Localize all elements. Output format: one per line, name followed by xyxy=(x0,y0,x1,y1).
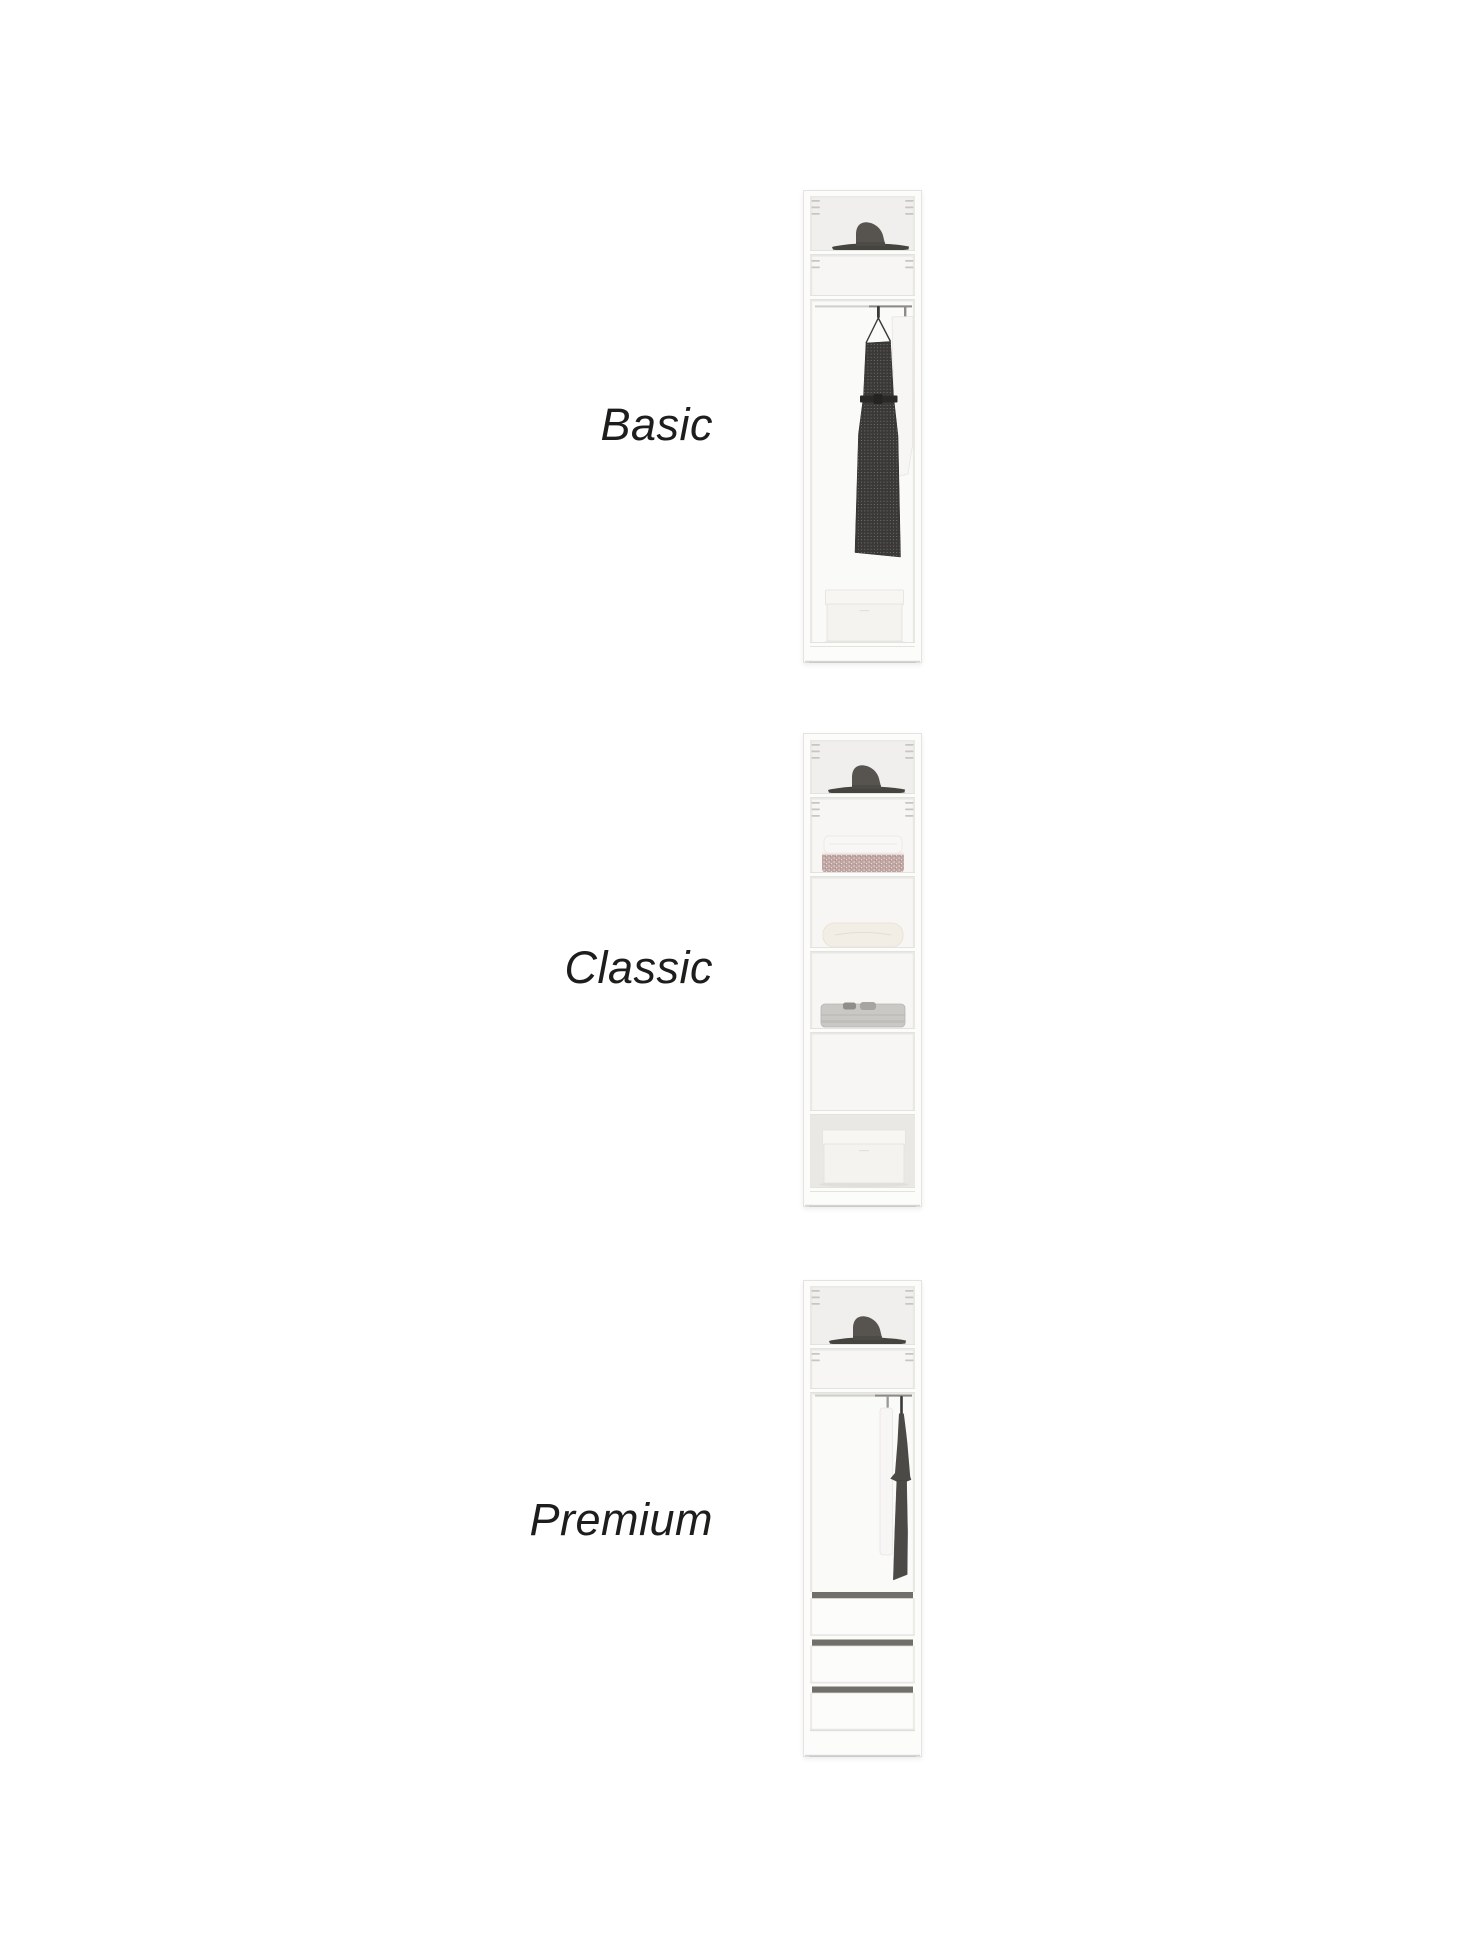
hinge-mark-icon xyxy=(905,207,914,209)
hinge-mark-icon xyxy=(811,815,820,817)
hinge-mark-icon xyxy=(811,751,820,753)
tier-label-classic: Classic xyxy=(564,942,713,993)
hinge-mark-icon xyxy=(905,815,914,817)
drawer-groove-icon xyxy=(812,1640,913,1647)
hinge-mark-icon xyxy=(811,267,820,269)
hinge-mark-icon xyxy=(811,260,820,262)
hinge-mark-icon xyxy=(811,207,820,209)
hinge-mark-icon xyxy=(905,802,914,804)
hinge-mark-icon xyxy=(811,1353,820,1355)
hanging-white-garment-icon xyxy=(880,1408,893,1555)
drawer-groove-icon xyxy=(812,1592,913,1599)
hinge-mark-icon xyxy=(905,267,914,269)
hinge-mark-icon xyxy=(905,809,914,811)
hinge-mark-icon xyxy=(905,200,914,202)
hinge-mark-icon xyxy=(905,744,914,746)
hinge-mark-icon xyxy=(905,1303,914,1305)
hinge-mark-icon xyxy=(811,213,820,215)
folded-shirt-icon xyxy=(821,1002,905,1027)
hinge-mark-icon xyxy=(811,1290,820,1292)
hinge-mark-icon xyxy=(905,213,914,215)
hinge-mark-icon xyxy=(811,1360,820,1362)
hinge-mark-icon xyxy=(905,1360,914,1362)
hinge-mark-icon xyxy=(905,751,914,753)
drawer-front xyxy=(811,1693,915,1730)
hinge-mark-icon xyxy=(811,809,820,811)
hinge-mark-icon xyxy=(905,757,914,759)
drawers-icon xyxy=(811,1592,915,1730)
tier-label-basic: Basic xyxy=(600,399,713,450)
wardrobe-classic-image xyxy=(803,733,922,1207)
hinge-mark-icon xyxy=(811,1297,820,1299)
hinge-mark-icon xyxy=(905,1297,914,1299)
hinge-mark-icon xyxy=(811,757,820,759)
folded-sweater-icon xyxy=(823,923,903,947)
folded-towel-stack-icon xyxy=(822,836,904,872)
hinge-mark-icon xyxy=(905,1353,914,1355)
hanger-hook-icon xyxy=(887,1396,889,1408)
clothes-rail-icon xyxy=(815,1395,912,1397)
hinge-mark-icon xyxy=(811,200,820,202)
wardrobe-basic-image xyxy=(803,190,922,663)
tier-label-premium: Premium xyxy=(529,1494,713,1545)
drawer-front xyxy=(811,1599,915,1636)
storage-box-icon xyxy=(822,590,907,645)
wardrobe-premium-image xyxy=(803,1280,922,1757)
hinge-mark-icon xyxy=(905,1290,914,1292)
drawer-groove-icon xyxy=(812,1687,913,1694)
clothes-rail-icon xyxy=(815,305,912,307)
storage-box-icon xyxy=(819,1130,909,1187)
hinge-mark-icon xyxy=(811,802,820,804)
hinge-mark-icon xyxy=(811,1303,820,1305)
hinge-mark-icon xyxy=(905,260,914,262)
hinge-mark-icon xyxy=(811,744,820,746)
drawer-front xyxy=(811,1646,915,1683)
